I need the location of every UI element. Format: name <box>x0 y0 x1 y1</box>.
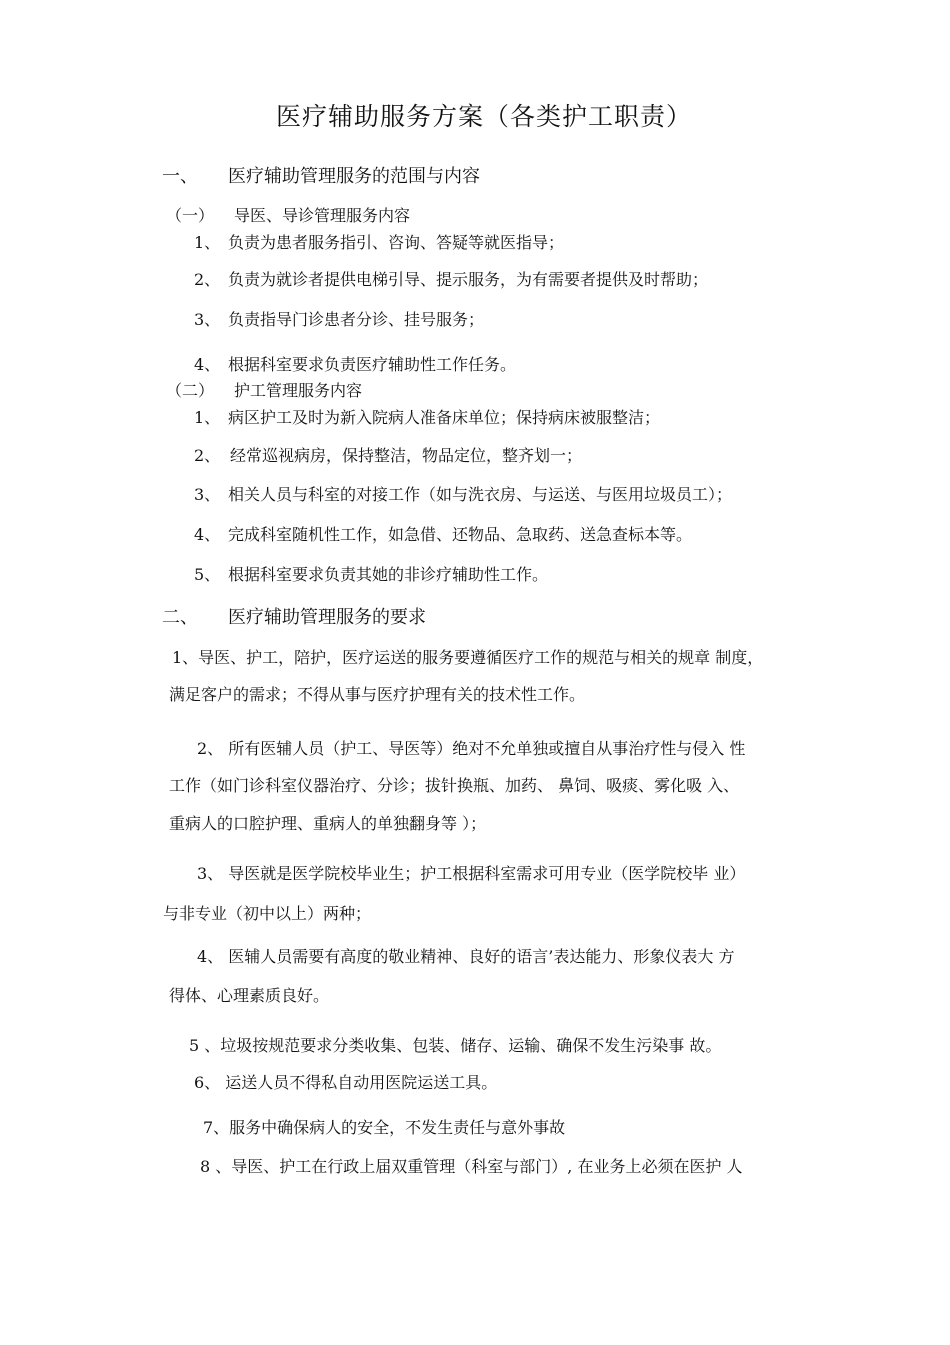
paragraph-line: 与非专业（初中以上）两种； <box>163 904 372 923</box>
list-item-text: 负责为就诊者提供电梯引导、提示服务，为有需要者提供及时帮助； <box>228 270 709 289</box>
list-item-text: 完成科室随机性工作，如急借、还物品、急取药、送急查标本等。 <box>228 525 693 544</box>
list-item-number: 2、 <box>194 270 221 289</box>
paragraph-line: 4、 医辅人员需要有高度的敬业精神、良好的语言’表达能力、形象仪表大 方 <box>197 947 735 966</box>
paragraph-line: 重病人的口腔护理、重病人的单独翻身等 ）； <box>169 814 487 833</box>
subsection1-heading: 导医、导诊管理服务内容 <box>234 206 411 225</box>
section1-heading: 医疗辅助管理服务的范围与内容 <box>228 166 480 187</box>
list-item-text: 病区护工及时为新入院病人准备床单位；保持病床被服整洁； <box>228 408 661 427</box>
document-title: 医疗辅助服务方案（各类护工职责） <box>276 102 693 131</box>
list-item-number: 3、 <box>194 310 221 329</box>
list-item-number: 4、 <box>194 355 221 374</box>
list-item-text: 经常巡视病房，保持整洁，物品定位，整齐划一； <box>230 446 583 465</box>
list-item-text: 负责为患者服务指引、咨询、答疑等就医指导； <box>228 233 565 252</box>
list-item-number: 1、 <box>194 233 221 252</box>
list-item-number: 2、 <box>194 446 221 465</box>
paragraph-line: 满足客户的需求；不得从事与医疗护理有关的技术性工作。 <box>169 685 586 704</box>
paragraph-line: 2、 所有医辅人员（护工、导医等）绝对不允单独或擅自从事治疗性与侵入 性 <box>197 739 746 758</box>
list-item-text: 负责指导门诊患者分诊、挂号服务； <box>228 310 485 329</box>
paragraph-line: 5 、垃圾按规范要求分类收集、包装、储存、运输、确保不发生污染事 故。 <box>189 1036 722 1055</box>
paragraph-line: 7、服务中确保病人的安全，不发生责任与意外事故 <box>203 1118 566 1137</box>
subsection1-number: （一） <box>166 206 215 225</box>
paragraph-line: 工作（如门诊科室仪器治疗、分诊；拔针换瓶、加药、 鼻饲、吸痰、雾化吸 入、 <box>169 776 740 795</box>
paragraph-line: 1、导医、护工，陪护，医疗运送的服务要遵循医疗工作的规范与相关的规章 制度， <box>172 648 764 667</box>
list-item-number: 1、 <box>194 408 221 427</box>
list-item-number: 3、 <box>194 485 221 504</box>
list-item-text: 根据科室要求负责其她的非诊疗辅助性工作。 <box>228 565 549 584</box>
paragraph-line: 6、 运送人员不得私自动用医院运送工具。 <box>194 1073 498 1092</box>
section2-number: 二、 <box>162 607 198 628</box>
list-item-text: 根据科室要求负责医疗辅助性工作任务。 <box>228 355 517 374</box>
paragraph-line: 3、 导医就是医学院校毕业生；护工根据科室需求可用专业（医学院校毕 业） <box>197 864 746 883</box>
section1-number: 一、 <box>162 166 198 187</box>
paragraph-line: 8 、导医、护工在行政上届双重管理（科室与部门）, 在业务上必须在医护 人 <box>200 1157 743 1176</box>
list-item-number: 5、 <box>194 565 221 584</box>
paragraph-line: 得体、心理素质良好。 <box>169 986 330 1005</box>
list-item-text: 相关人员与科室的对接工作（如与洗衣房、与运送、与医用垃圾员工）； <box>228 485 733 504</box>
section2-heading: 医疗辅助管理服务的要求 <box>228 607 426 628</box>
subsection2-number: （二） <box>166 381 215 400</box>
subsection2-heading: 护工管理服务内容 <box>234 381 363 400</box>
list-item-number: 4、 <box>194 525 221 544</box>
